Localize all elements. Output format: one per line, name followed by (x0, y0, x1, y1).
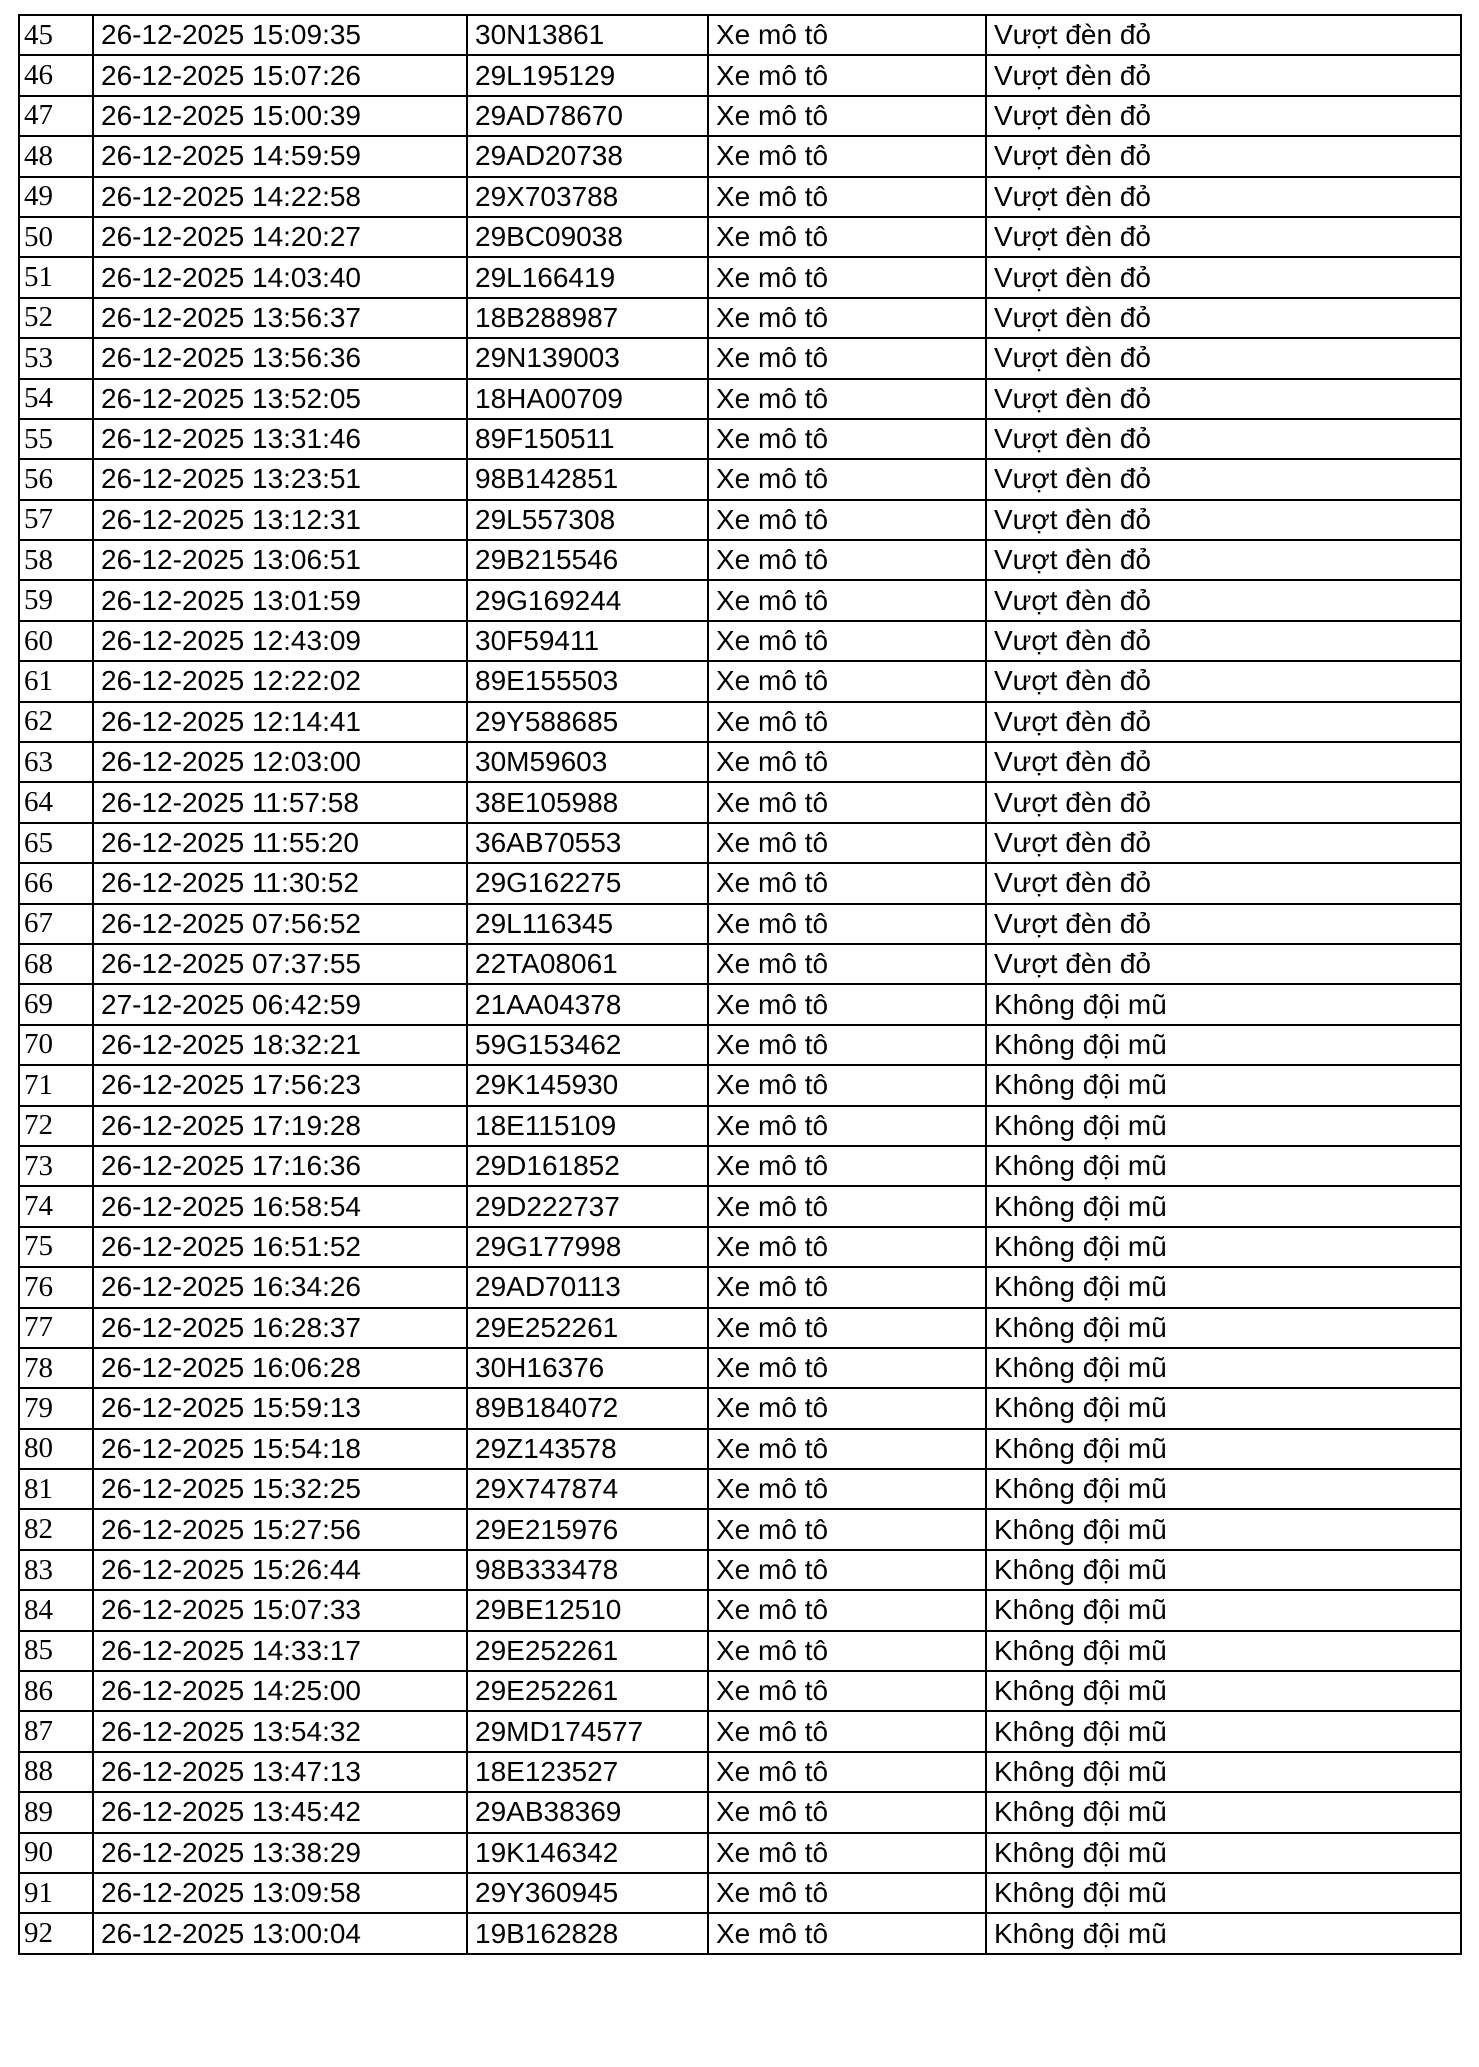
violation-datetime: 26-12-2025 18:32:21 (93, 1025, 467, 1065)
violation-type: Vượt đèn đỏ (986, 621, 1461, 661)
license-plate: 19B162828 (467, 1913, 708, 1953)
row-number: 56 (19, 459, 93, 499)
table-row (19, 782, 1461, 822)
row-number: 64 (19, 782, 93, 822)
table-row (19, 1065, 1461, 1105)
license-plate: 29AD78670 (467, 96, 708, 136)
violation-datetime: 26-12-2025 16:58:54 (93, 1186, 467, 1226)
row-number: 59 (19, 580, 93, 620)
license-plate: 29X747874 (467, 1469, 708, 1509)
violation-datetime: 26-12-2025 13:45:42 (93, 1792, 467, 1832)
license-plate: 30N13861 (467, 15, 708, 55)
license-plate: 29Z143578 (467, 1429, 708, 1469)
license-plate: 29AD20738 (467, 136, 708, 176)
violation-datetime: 26-12-2025 13:31:46 (93, 419, 467, 459)
row-number: 86 (19, 1671, 93, 1711)
row-number: 74 (19, 1186, 93, 1226)
table-row (19, 177, 1461, 217)
vehicle-type: Xe mô tô (708, 1065, 986, 1105)
license-plate: 29G177998 (467, 1227, 708, 1267)
violation-datetime: 26-12-2025 11:55:20 (93, 823, 467, 863)
vehicle-type: Xe mô tô (708, 298, 986, 338)
license-plate: 29Y588685 (467, 702, 708, 742)
violation-datetime: 26-12-2025 16:34:26 (93, 1267, 467, 1307)
vehicle-type: Xe mô tô (708, 1752, 986, 1792)
row-number: 91 (19, 1873, 93, 1913)
violation-type: Vượt đèn đỏ (986, 500, 1461, 540)
row-number: 49 (19, 177, 93, 217)
license-plate: 21AA04378 (467, 984, 708, 1024)
row-number: 51 (19, 257, 93, 297)
violation-type: Vượt đèn đỏ (986, 904, 1461, 944)
license-plate: 30F59411 (467, 621, 708, 661)
violation-type: Không đội mũ (986, 1752, 1461, 1792)
row-number: 66 (19, 863, 93, 903)
row-number: 75 (19, 1227, 93, 1267)
table-row (19, 1186, 1461, 1226)
vehicle-type: Xe mô tô (708, 904, 986, 944)
license-plate: 18E115109 (467, 1106, 708, 1146)
violation-datetime: 26-12-2025 13:54:32 (93, 1711, 467, 1751)
vehicle-type: Xe mô tô (708, 661, 986, 701)
vehicle-type: Xe mô tô (708, 1590, 986, 1630)
table-row (19, 1146, 1461, 1186)
violation-type: Vượt đèn đỏ (986, 338, 1461, 378)
license-plate: 29B215546 (467, 540, 708, 580)
violation-datetime: 26-12-2025 15:26:44 (93, 1550, 467, 1590)
violation-type: Vượt đèn đỏ (986, 540, 1461, 580)
table-row (19, 379, 1461, 419)
table-row (19, 136, 1461, 176)
vehicle-type: Xe mô tô (708, 379, 986, 419)
row-number: 72 (19, 1106, 93, 1146)
violation-datetime: 27-12-2025 06:42:59 (93, 984, 467, 1024)
table-row (19, 1833, 1461, 1873)
violation-type: Vượt đèn đỏ (986, 55, 1461, 95)
table-row (19, 1913, 1461, 1953)
violation-table (18, 14, 1462, 1955)
table-row (19, 338, 1461, 378)
license-plate: 19K146342 (467, 1833, 708, 1873)
table-row (19, 15, 1461, 55)
row-number: 69 (19, 984, 93, 1024)
table-row (19, 1550, 1461, 1590)
license-plate: 30H16376 (467, 1348, 708, 1388)
table-row (19, 298, 1461, 338)
table-row (19, 702, 1461, 742)
violation-type: Không đội mũ (986, 1913, 1461, 1953)
violation-type: Không đội mũ (986, 1631, 1461, 1671)
violation-datetime: 26-12-2025 15:59:13 (93, 1388, 467, 1428)
vehicle-type: Xe mô tô (708, 338, 986, 378)
row-number: 61 (19, 661, 93, 701)
violation-type: Không đội mũ (986, 1833, 1461, 1873)
violation-datetime: 26-12-2025 15:07:26 (93, 55, 467, 95)
table-row (19, 257, 1461, 297)
row-number: 48 (19, 136, 93, 176)
violation-type: Vượt đèn đỏ (986, 298, 1461, 338)
license-plate: 29BE12510 (467, 1590, 708, 1630)
table-row (19, 1631, 1461, 1671)
table-row (19, 1792, 1461, 1832)
violation-type: Vượt đèn đỏ (986, 459, 1461, 499)
license-plate: 29D222737 (467, 1186, 708, 1226)
vehicle-type: Xe mô tô (708, 540, 986, 580)
violation-datetime: 26-12-2025 14:25:00 (93, 1671, 467, 1711)
vehicle-type: Xe mô tô (708, 459, 986, 499)
row-number: 87 (19, 1711, 93, 1751)
row-number: 53 (19, 338, 93, 378)
row-number: 90 (19, 1833, 93, 1873)
vehicle-type: Xe mô tô (708, 177, 986, 217)
violation-type: Không đội mũ (986, 1469, 1461, 1509)
row-number: 83 (19, 1550, 93, 1590)
violation-type: Không đội mũ (986, 1227, 1461, 1267)
violation-datetime: 26-12-2025 12:14:41 (93, 702, 467, 742)
table-row (19, 1752, 1461, 1792)
table-row (19, 1227, 1461, 1267)
table-row (19, 459, 1461, 499)
row-number: 67 (19, 904, 93, 944)
violation-type: Vượt đèn đỏ (986, 217, 1461, 257)
table-row (19, 823, 1461, 863)
vehicle-type: Xe mô tô (708, 1186, 986, 1226)
violation-type: Không đội mũ (986, 1146, 1461, 1186)
violation-type: Vượt đèn đỏ (986, 419, 1461, 459)
vehicle-type: Xe mô tô (708, 1348, 986, 1388)
vehicle-type: Xe mô tô (708, 217, 986, 257)
row-number: 50 (19, 217, 93, 257)
violation-datetime: 26-12-2025 13:12:31 (93, 500, 467, 540)
violation-datetime: 26-12-2025 11:30:52 (93, 863, 467, 903)
violation-type: Vượt đèn đỏ (986, 702, 1461, 742)
violation-type: Không đội mũ (986, 1348, 1461, 1388)
table-row (19, 1429, 1461, 1469)
vehicle-type: Xe mô tô (708, 1550, 986, 1590)
vehicle-type: Xe mô tô (708, 1509, 986, 1549)
vehicle-type: Xe mô tô (708, 257, 986, 297)
table-row (19, 1025, 1461, 1065)
row-number: 70 (19, 1025, 93, 1065)
row-number: 89 (19, 1792, 93, 1832)
license-plate: 29E252261 (467, 1631, 708, 1671)
violation-datetime: 26-12-2025 13:00:04 (93, 1913, 467, 1953)
violation-datetime: 26-12-2025 07:56:52 (93, 904, 467, 944)
row-number: 68 (19, 944, 93, 984)
violation-type: Vượt đèn đỏ (986, 96, 1461, 136)
license-plate: 29Y360945 (467, 1873, 708, 1913)
vehicle-type: Xe mô tô (708, 702, 986, 742)
vehicle-type: Xe mô tô (708, 823, 986, 863)
violation-type: Không đội mũ (986, 1267, 1461, 1307)
violation-datetime: 26-12-2025 15:27:56 (93, 1509, 467, 1549)
violation-type: Không đội mũ (986, 1873, 1461, 1913)
license-plate: 98B142851 (467, 459, 708, 499)
vehicle-type: Xe mô tô (708, 1792, 986, 1832)
violation-datetime: 26-12-2025 16:06:28 (93, 1348, 467, 1388)
vehicle-type: Xe mô tô (708, 944, 986, 984)
vehicle-type: Xe mô tô (708, 1388, 986, 1428)
table-row (19, 1873, 1461, 1913)
violation-datetime: 26-12-2025 16:28:37 (93, 1308, 467, 1348)
license-plate: 29N139003 (467, 338, 708, 378)
table-row (19, 55, 1461, 95)
license-plate: 38E105988 (467, 782, 708, 822)
vehicle-type: Xe mô tô (708, 580, 986, 620)
violation-type: Vượt đèn đỏ (986, 15, 1461, 55)
table-row (19, 621, 1461, 661)
row-number: 88 (19, 1752, 93, 1792)
license-plate: 29E252261 (467, 1308, 708, 1348)
vehicle-type: Xe mô tô (708, 1631, 986, 1671)
row-number: 73 (19, 1146, 93, 1186)
violation-datetime: 26-12-2025 14:22:58 (93, 177, 467, 217)
license-plate: 36AB70553 (467, 823, 708, 863)
vehicle-type: Xe mô tô (708, 621, 986, 661)
row-number: 77 (19, 1308, 93, 1348)
row-number: 63 (19, 742, 93, 782)
violation-type: Không đội mũ (986, 1509, 1461, 1549)
row-number: 57 (19, 500, 93, 540)
violation-datetime: 26-12-2025 16:51:52 (93, 1227, 467, 1267)
violation-type: Vượt đèn đỏ (986, 136, 1461, 176)
violation-datetime: 26-12-2025 15:07:33 (93, 1590, 467, 1630)
violation-type: Vượt đèn đỏ (986, 177, 1461, 217)
table-row (19, 96, 1461, 136)
violation-type: Không đội mũ (986, 1308, 1461, 1348)
violation-datetime: 26-12-2025 15:09:35 (93, 15, 467, 55)
row-number: 45 (19, 15, 93, 55)
license-plate: 29AD70113 (467, 1267, 708, 1307)
violation-datetime: 26-12-2025 14:20:27 (93, 217, 467, 257)
violation-datetime: 26-12-2025 12:43:09 (93, 621, 467, 661)
violation-datetime: 26-12-2025 13:47:13 (93, 1752, 467, 1792)
row-number: 84 (19, 1590, 93, 1630)
vehicle-type: Xe mô tô (708, 1711, 986, 1751)
table-row (19, 944, 1461, 984)
violation-datetime: 26-12-2025 13:23:51 (93, 459, 467, 499)
license-plate: 29E252261 (467, 1671, 708, 1711)
violation-type: Không đội mũ (986, 1550, 1461, 1590)
violation-datetime: 26-12-2025 17:16:36 (93, 1146, 467, 1186)
license-plate: 98B333478 (467, 1550, 708, 1590)
license-plate: 29E215976 (467, 1509, 708, 1549)
row-number: 58 (19, 540, 93, 580)
vehicle-type: Xe mô tô (708, 1469, 986, 1509)
vehicle-type: Xe mô tô (708, 419, 986, 459)
vehicle-type: Xe mô tô (708, 136, 986, 176)
violation-datetime: 26-12-2025 13:06:51 (93, 540, 467, 580)
table-row (19, 1469, 1461, 1509)
vehicle-type: Xe mô tô (708, 15, 986, 55)
violation-datetime: 26-12-2025 17:56:23 (93, 1065, 467, 1105)
table-row (19, 661, 1461, 701)
row-number: 92 (19, 1913, 93, 1953)
row-number: 78 (19, 1348, 93, 1388)
violation-datetime: 26-12-2025 15:32:25 (93, 1469, 467, 1509)
row-number: 47 (19, 96, 93, 136)
violation-type: Vượt đèn đỏ (986, 863, 1461, 903)
license-plate: 29X703788 (467, 177, 708, 217)
violation-datetime: 26-12-2025 14:59:59 (93, 136, 467, 176)
violation-datetime: 26-12-2025 11:57:58 (93, 782, 467, 822)
vehicle-type: Xe mô tô (708, 1267, 986, 1307)
violation-type: Không đội mũ (986, 1792, 1461, 1832)
violation-datetime: 26-12-2025 12:03:00 (93, 742, 467, 782)
table-row (19, 1348, 1461, 1388)
license-plate: 30M59603 (467, 742, 708, 782)
row-number: 76 (19, 1267, 93, 1307)
violation-datetime: 26-12-2025 13:56:37 (93, 298, 467, 338)
violation-datetime: 26-12-2025 13:01:59 (93, 580, 467, 620)
row-number: 79 (19, 1388, 93, 1428)
table-row (19, 540, 1461, 580)
violation-type: Vượt đèn đỏ (986, 782, 1461, 822)
license-plate: 29K145930 (467, 1065, 708, 1105)
violation-type: Vượt đèn đỏ (986, 580, 1461, 620)
violation-type: Không đội mũ (986, 1388, 1461, 1428)
row-number: 82 (19, 1509, 93, 1549)
table-row (19, 984, 1461, 1024)
vehicle-type: Xe mô tô (708, 863, 986, 903)
license-plate: 29L116345 (467, 904, 708, 944)
license-plate: 59G153462 (467, 1025, 708, 1065)
row-number: 65 (19, 823, 93, 863)
table-row (19, 1106, 1461, 1146)
vehicle-type: Xe mô tô (708, 1308, 986, 1348)
violation-type: Không đội mũ (986, 1106, 1461, 1146)
license-plate: 29BC09038 (467, 217, 708, 257)
row-number: 60 (19, 621, 93, 661)
license-plate: 89E155503 (467, 661, 708, 701)
license-plate: 29AB38369 (467, 1792, 708, 1832)
violation-type: Không đội mũ (986, 1186, 1461, 1226)
vehicle-type: Xe mô tô (708, 1146, 986, 1186)
vehicle-type: Xe mô tô (708, 1913, 986, 1953)
violation-datetime: 26-12-2025 13:52:05 (93, 379, 467, 419)
row-number: 54 (19, 379, 93, 419)
table-row (19, 580, 1461, 620)
table-row (19, 863, 1461, 903)
violation-type: Không đội mũ (986, 1025, 1461, 1065)
vehicle-type: Xe mô tô (708, 1429, 986, 1469)
vehicle-type: Xe mô tô (708, 1227, 986, 1267)
table-row (19, 1590, 1461, 1630)
violation-type: Không đội mũ (986, 1590, 1461, 1630)
vehicle-type: Xe mô tô (708, 742, 986, 782)
table-row (19, 217, 1461, 257)
violation-datetime: 26-12-2025 15:54:18 (93, 1429, 467, 1469)
violation-type: Vượt đèn đỏ (986, 661, 1461, 701)
vehicle-type: Xe mô tô (708, 1106, 986, 1146)
vehicle-type: Xe mô tô (708, 1873, 986, 1913)
license-plate: 18E123527 (467, 1752, 708, 1792)
license-plate: 89F150511 (467, 419, 708, 459)
vehicle-type: Xe mô tô (708, 500, 986, 540)
row-number: 71 (19, 1065, 93, 1105)
violation-type: Không đội mũ (986, 1711, 1461, 1751)
license-plate: 29G169244 (467, 580, 708, 620)
violation-datetime: 26-12-2025 13:56:36 (93, 338, 467, 378)
violation-type: Vượt đèn đỏ (986, 944, 1461, 984)
violation-datetime: 26-12-2025 17:19:28 (93, 1106, 467, 1146)
row-number: 55 (19, 419, 93, 459)
vehicle-type: Xe mô tô (708, 782, 986, 822)
table-row (19, 1711, 1461, 1751)
license-plate: 29G162275 (467, 863, 708, 903)
license-plate: 18HA00709 (467, 379, 708, 419)
table-row (19, 500, 1461, 540)
violation-datetime: 26-12-2025 14:03:40 (93, 257, 467, 297)
license-plate: 22TA08061 (467, 944, 708, 984)
table-row (19, 1509, 1461, 1549)
table-row (19, 742, 1461, 782)
table-row (19, 1388, 1461, 1428)
license-plate: 89B184072 (467, 1388, 708, 1428)
violation-type: Không đội mũ (986, 984, 1461, 1024)
row-number: 62 (19, 702, 93, 742)
violation-datetime: 26-12-2025 13:38:29 (93, 1833, 467, 1873)
table-row (19, 1267, 1461, 1307)
table-row (19, 1671, 1461, 1711)
violation-datetime: 26-12-2025 07:37:55 (93, 944, 467, 984)
vehicle-type: Xe mô tô (708, 1025, 986, 1065)
license-plate: 29D161852 (467, 1146, 708, 1186)
vehicle-type: Xe mô tô (708, 1671, 986, 1711)
vehicle-type: Xe mô tô (708, 96, 986, 136)
table-row (19, 1308, 1461, 1348)
row-number: 80 (19, 1429, 93, 1469)
row-number: 85 (19, 1631, 93, 1671)
violation-type: Không đội mũ (986, 1429, 1461, 1469)
license-plate: 29L166419 (467, 257, 708, 297)
license-plate: 29L195129 (467, 55, 708, 95)
vehicle-type: Xe mô tô (708, 1833, 986, 1873)
violation-datetime: 26-12-2025 13:09:58 (93, 1873, 467, 1913)
violation-type: Không đội mũ (986, 1065, 1461, 1105)
violation-type: Vượt đèn đỏ (986, 742, 1461, 782)
violation-type: Vượt đèn đỏ (986, 257, 1461, 297)
violation-type: Không đội mũ (986, 1671, 1461, 1711)
violation-datetime: 26-12-2025 12:22:02 (93, 661, 467, 701)
row-number: 81 (19, 1469, 93, 1509)
vehicle-type: Xe mô tô (708, 984, 986, 1024)
license-plate: 18B288987 (467, 298, 708, 338)
table-row (19, 904, 1461, 944)
table-row (19, 419, 1461, 459)
violation-datetime: 26-12-2025 14:33:17 (93, 1631, 467, 1671)
violation-type: Vượt đèn đỏ (986, 823, 1461, 863)
vehicle-type: Xe mô tô (708, 55, 986, 95)
row-number: 46 (19, 55, 93, 95)
row-number: 52 (19, 298, 93, 338)
violation-datetime: 26-12-2025 15:00:39 (93, 96, 467, 136)
violation-type: Vượt đèn đỏ (986, 379, 1461, 419)
license-plate: 29MD174577 (467, 1711, 708, 1751)
violation-table-body (19, 15, 1461, 1954)
license-plate: 29L557308 (467, 500, 708, 540)
